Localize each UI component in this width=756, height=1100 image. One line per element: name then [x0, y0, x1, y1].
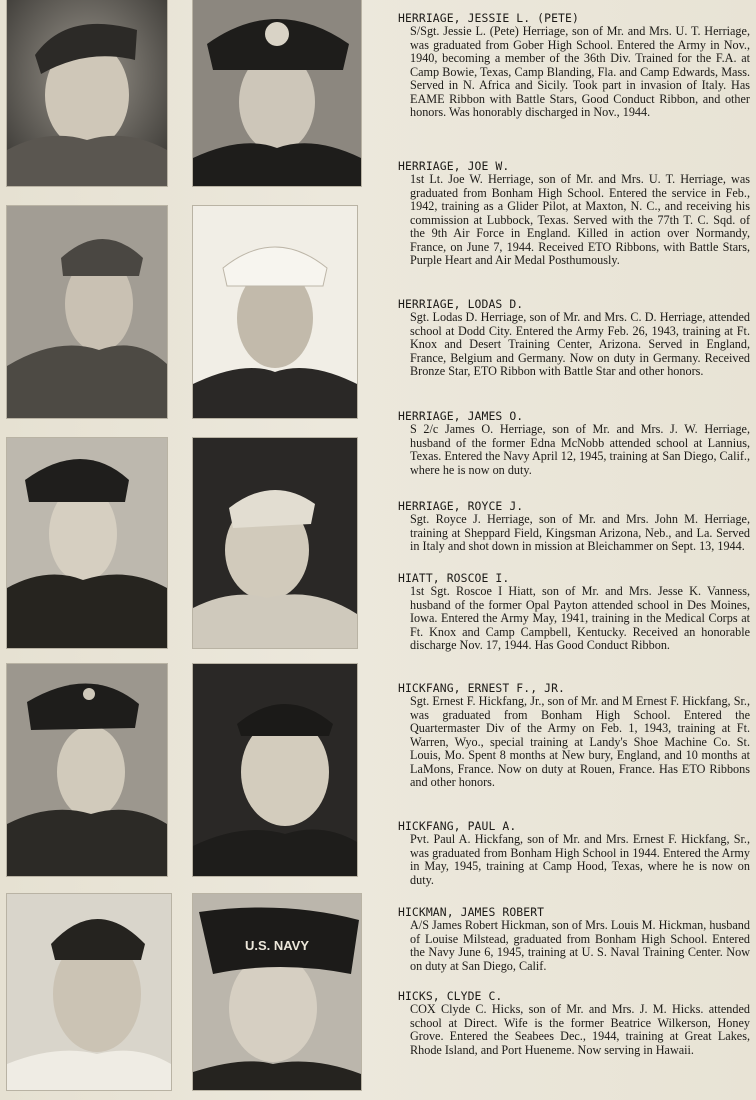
portrait-hickman-james — [7, 894, 171, 1090]
portrait-graphic — [193, 206, 357, 418]
entry-herriage-joe — [394, 160, 750, 268]
portrait-graphic — [193, 664, 357, 876]
entry-herriage-james — [394, 410, 750, 477]
portrait-hickfang-ernest — [193, 664, 357, 876]
entry-body: COX Clyde C. Hicks, son of Mr. and Mrs. J. M. Hicks. attended school at Direct. Wife is the former Beatrice Wilkerson, Honey Grove. Entered the Seabees Dec., 1944, training at Great Lakes, Rhode Island, and Port Hueneme. Now serving in Hawaii. — [410, 1002, 750, 1057]
portrait-hicks-clyde — [193, 894, 361, 1090]
entry-body: Pvt. Paul A. Hickfang, son of Mr. and Mrs. Ernest F. Hickfang, Sr., was graduated from Bonham High School in 1944. Entered the Army in May, 1945, training at Camp Hood, Texas, where he is now on duty. — [410, 832, 750, 887]
portrait-graphic — [7, 438, 167, 648]
entry-body: A/S James Robert Hickman, son of Mrs. Louis M. Hickman, husband of Louise Milstead, graduated from Bonham High School. Entered the Navy June 6, 1945, training at U. S. Naval Training Center. Now on duty at San Diego, Calif. — [410, 918, 750, 973]
entry-body: S 2/c James O. Herriage, son of Mr. and Mrs. J. W. Herriage, husband of the former Edna McNobb attended school at Lannius, Texas. Entered the Navy April 12, 1945, training at San Diego, Calif., where he is now on duty. — [410, 422, 750, 477]
entry-name: HERRIAGE, JAMES O. — [398, 409, 524, 423]
entry-name: HICKS, CLYDE C. — [398, 989, 503, 1003]
entry-body: 1st Sgt. Roscoe I Hiatt, son of Mr. and Mrs. Jesse K. Vanness, husband of the former Opal Payton attended school in Des Moines, Iowa. Entered the Army May, 1941, training in the Medical Corps at Ft. Knox and Camp Campbell, Kentucky. Received an honorable discharge Nov. 17, 1944. Has Good Conduct Ribbon. — [410, 584, 750, 653]
entry-herriage-jessie — [394, 12, 750, 120]
entry-name: HERRIAGE, ROYCE J. — [398, 499, 524, 513]
portrait-herriage-jessie — [7, 0, 167, 186]
entry-name: HICKFANG, PAUL A. — [398, 819, 517, 833]
entry-hickfang-ernest — [394, 682, 750, 790]
portrait-hiatt-roscoe — [7, 664, 167, 876]
portrait-herriage-royce — [193, 438, 357, 648]
entry-body: 1st Lt. Joe W. Herriage, son of Mr. and Mrs. U. T. Herriage, was graduated from Bonham High School. Entered the service in Feb., 1942, training as a Glider Pilot, at Maxton, N. C., and receiving his commission at Lubbock, Texas. Served with the 77th T. C. Sqd. of the 9th Air Force in England. Killed in action over Normandy, France, on June 7, 1944. Received ETO Ribbons, with Battle Stars, Purple Heart and Air Medal Posthumously. — [410, 172, 750, 268]
entry-body: Sgt. Royce J. Herriage, son of Mr. and Mrs. John M. Herriage, training at Sheppard Field, Kingsman Arizona, Neb., and La. Served in Italy and shot down in mission at Bleichammer on Sept. 13, 1944. — [410, 512, 750, 554]
portrait-graphic — [7, 664, 167, 876]
entry-herriage-lodas — [394, 298, 750, 379]
entry-body: S/Sgt. Jessie L. (Pete) Herriage, son of Mr. and Mrs. U. T. Herriage, was graduated from Gober High School. Entered the Army in Nov., 1940, becoming a member of the 36th Div. Trained for the F.A. at Camp Bowie, Texas, Camp Blanding, Fla. and Camp Edwards, Mass. Served in N. Africa and Sicily. Took part in invasion of Italy. Has EAME Ribbon with Battle Stars, Good Conduct Ribbon, and other honors. Was honorably discharged in Nov., 1944. — [410, 24, 750, 120]
portrait-herriage-joe-sailor — [193, 206, 357, 418]
portrait-graphic — [193, 894, 361, 1090]
portrait-graphic — [7, 206, 167, 418]
entry-hickfang-paul — [394, 820, 750, 887]
entry-name: HIATT, ROSCOE I. — [398, 571, 510, 585]
cap-band-text: U.S. NAVY — [244, 938, 310, 953]
portrait-graphic — [7, 0, 167, 186]
entry-body: Sgt. Lodas D. Herriage, son of Mr. and Mrs. C. D. Herriage, attended school at Dodd City. Entered the Army Feb. 26, 1943, training at Ft. Knox and Desert Training Center, Arizona. Served in England, France, Belgium and Germany. Now on duty in Germany. Received Bronze Star, ETO Ribbon with Battle Star and other honors. — [410, 310, 750, 379]
entry-name: HERRIAGE, JESSIE L. (PETE) — [398, 11, 579, 25]
portrait-graphic — [7, 894, 171, 1090]
entry-name: HERRIAGE, JOE W. — [398, 159, 510, 173]
entry-name: HICKFANG, ERNEST F., JR. — [398, 681, 565, 695]
entry-hickman-james — [394, 906, 750, 973]
entry-name: HICKMAN, JAMES ROBERT — [398, 905, 545, 919]
entry-body: Sgt. Ernest F. Hickfang, Jr., son of Mr. and M Ernest F. Hickfang, Sr., was graduated from Bonham High School. Entered the Quartermaster Div of the Army on Feb. 1, 1943, training at Ft. Warren, Wyo., special training at Landy's Shoe Machine Co. St. Louis, Mo. Spent 8 months at New bury, England, and 10 months at LaMons, France. Now on duty at Rouen, France. Has ETO Ribbons and other honors. — [410, 694, 750, 790]
portrait-herriage-joe — [193, 0, 361, 186]
entry-hicks-clyde — [394, 990, 750, 1057]
entry-hiatt-roscoe — [394, 572, 750, 653]
portrait-herriage-james — [7, 438, 167, 648]
entry-herriage-royce — [394, 500, 750, 554]
portrait-herriage-lodas — [7, 206, 167, 418]
portrait-graphic — [193, 0, 361, 186]
portrait-graphic — [193, 438, 357, 648]
entry-name: HERRIAGE, LODAS D. — [398, 297, 524, 311]
